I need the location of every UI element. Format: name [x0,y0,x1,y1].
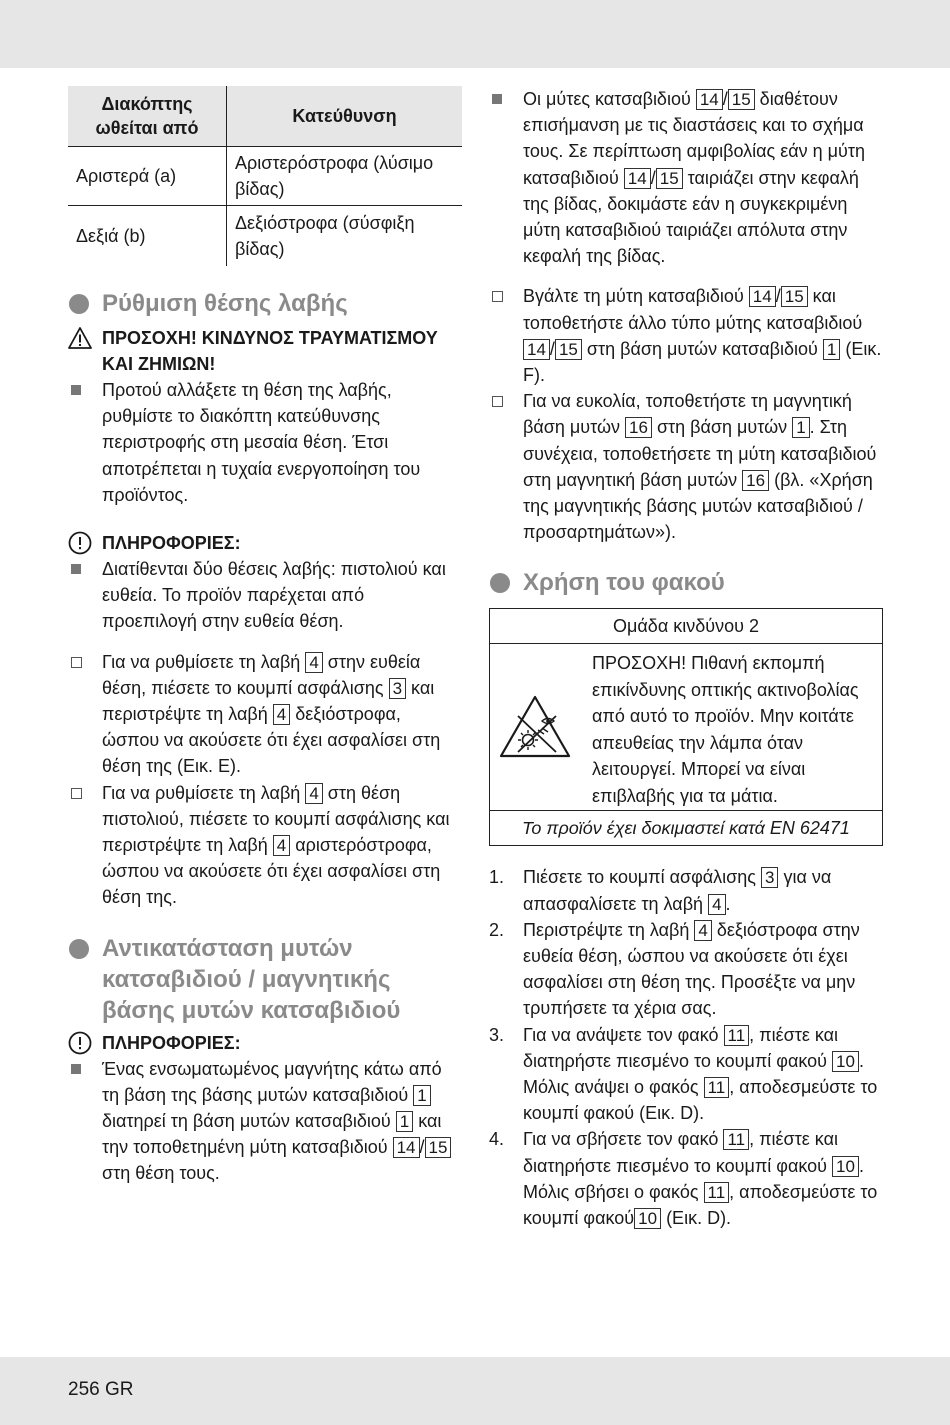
warning-heading: ΠΡΟΣΟΧΗ! ΚΙΝΔΥΝΟΣ ΤΡΑΥΜΑΤΙΣΜΟΥ ΚΑΙ ΖΗΜΙΩΝ! [68,325,463,377]
part-ref: 15 [425,1137,452,1158]
part-ref: 4 [305,652,322,673]
square-bullet [492,94,502,104]
part-ref: 10 [832,1156,859,1177]
risk-group-label: Ομάδα κινδύνου 2 [490,609,882,644]
step-item: Βγάλτε τη μύτη κατσαβιδιού 14 / 15 και τοποθετήστε άλλο τύπο μύτης κατσαβιδιού 14 / 15 στη βάση μυτών κατσαβιδιού 1 (Εικ. F). [489,283,884,388]
part-ref: 16 [742,470,769,491]
part-ref: 15 [656,168,683,189]
numbered-step: 3. Για να ανάψετε τον φακό 11 , πιέστε και διατηρήστε πιεσμένο το κουμπί φακού 10 . Μόλις ανάψει ο φακός 11 , αποδεσμεύστε το κουμπί φακού (Εικ. D). [489,1024,878,1124]
checkbox-bullet [492,396,503,407]
part-ref: 1 [792,417,809,438]
section-bullet [490,573,510,593]
part-ref: 15 [728,89,755,110]
right-column [489,86,884,1231]
part-ref: 4 [305,783,322,804]
checkbox-bullet [71,657,82,668]
part-ref: 4 [273,704,290,725]
step-item: Για να ευκολία, τοποθετήστε τη μαγνητική βάση μυτών 16 στη βάση μυτών 1 . Στη συνέχεια, τοποθετήσετε τη μύτη κατσαβιδιού στη μαγνητική βάση μυτών 16 (βλ. «Χρήση της μαγνητικής βάσης μυτών κατσαβιδιού / προσαρτημάτων»). [489,388,884,545]
part-ref: 15 [781,286,808,307]
part-ref: 4 [708,894,725,915]
part-ref: 14 [624,168,651,189]
table-row [68,147,462,206]
checkbox-bullet [71,788,82,799]
step-item: Για να ρυθμίσετε τη λαβή 4 στην ευθεία θέση, πιέσετε το κουμπί ασφάλισης 3 και περιστρέψτε τη λαβή 4 δεξιόστροφα, ώσπου να ακούσετε ότι έχει ασφαλίσει στη θέση της (Εικ. E). [68,649,463,780]
numbered-step: 2. Περιστρέψτε τη λαβή 4 δεξιόστροφα στην ευθεία θέση, ώσπου να ακούσετε ότι έχει ασφαλίσει στη θέση της. Προσέξτε να μην τρυπήσετε τα χέρια σας. [489,919,860,1019]
part-ref: 10 [634,1208,661,1229]
section-title-bits: Αντικατάσταση μυτών κατσαβιδιού / μαγνητικής βάσης μυτών κατσαβιδιού [68,933,463,1026]
section-bullet [69,294,89,314]
table-cell: Αριστερά (a) [68,147,227,206]
checkbox-bullet [492,291,503,302]
square-bullet [71,385,81,395]
step-item: Για να ρυθμίσετε τη λαβή 4 στη θέση πιστολιού, πιέσετε το κουμπί ασφάλισης και περιστρέψτε τη λαβή 4 αριστερόστροφα, ώσπου να ακούσετε ότι έχει ασφαλίσει στη θέση της. [68,780,463,911]
part-ref: 10 [832,1051,859,1072]
direction-table [68,86,462,266]
part-ref: 11 [724,1025,750,1046]
risk-group-body [490,644,882,811]
note-item: Οι μύτες κατσαβιδιού 14 / 15 διαθέτουν επισήμανση με τις διαστάσεις και το σχήμα τους. Σε περίπτωση αμφιβολίας εάν η μύτη κατσαβιδιού 14 / 15 ταιριάζει στην κεφαλή της βίδας, δοκιμάστε εάν η συγκεκριμένη μύτη κατσαβιδιού ταιριάζει απόλυτα στην κεφαλή της βίδας. [489,86,884,269]
risk-group-box [489,608,883,846]
numbered-step: 1. Πιέσετε το κουμπί ασφάλισης 3 για να απασφαλίσετε τη λαβή 4 . [489,867,832,914]
part-ref: 14 [523,339,550,360]
part-ref: 3 [389,678,406,699]
info-heading: ΠΛΗΡΟΦΟΡΙΕΣ: [68,530,463,556]
part-ref: 4 [273,835,290,856]
part-ref: 1 [396,1111,413,1132]
part-ref: 3 [761,867,778,888]
part-ref: 14 [393,1137,420,1158]
square-bullet [71,1064,81,1074]
table-cell: Αριστερόστροφα (λύσιμο βίδας) [227,147,463,206]
table-cell: Δεξιόστροφα (σύσφιξη βίδας) [235,213,415,259]
part-ref: 16 [625,417,652,438]
section-title-lamp: Χρήση του φακού [489,567,884,598]
part-ref: 11 [704,1077,730,1098]
warning-triangle-icon [68,326,92,350]
table-header-direction: Κατεύθυνση [227,86,463,147]
part-ref: 11 [704,1182,730,1203]
info-item: Διατίθενται δύο θέσεις λαβής: πιστολιού και ευθεία. Το προϊόν παρέχεται από προεπιλογή στην ευθεία θέση. [68,556,463,635]
part-ref: 1 [413,1085,430,1106]
risk-warning-text: ΠΡΟΣΟΧΗ! Πιθανή εκπομπή επικίνδυνης οπτικής ακτινοβολίας από αυτό το προϊόν. Μην κοιτάτε απευθείας την λάμπα όταν λειτουργεί. Μπορεί να είναι επιβλαβής για τα μάτια. [592,653,859,806]
table-row [68,206,462,267]
left-column [68,86,463,1187]
page-number: 256 GR [68,1379,134,1400]
part-ref: 1 [823,339,840,360]
table-header-switch: Διακόπτης ωθείται από [68,86,227,147]
numbered-step: 4. Για να σβήσετε τον φακό 11 , πιέστε και διατηρήστε πιεσμένο το κουμπί φακού 10 . Μόλις σβήσει ο φακός 11 , αποδεσμεύστε το κουμπί φακού 10 (Εικ. D). [489,1129,878,1229]
table-cell: Δεξιά (b) [68,206,227,267]
warning-item: Προτού αλλάξετε τη θέση της λαβής, ρυθμίστε το διακόπτη κατεύθυνσης περιστροφής στη μεσαία θέση. Έτσι αποτρέπεται η τυχαία ενεργοποίηση του προϊόντος. [68,377,463,508]
info-circle-icon [68,1031,92,1055]
top-band [0,0,950,68]
info-item: Ένας ενσωματωμένος μαγνήτης κάτω από τη βάση της βάσης μυτών κατσαβιδιού 1 διατηρεί τη βάση μυτών κατσαβιδιού 1 και την τοποθετημένη μύτη κατσαβιδιού 14 / 15 στη θέση τους. [68,1056,463,1187]
part-ref: 11 [723,1129,749,1150]
part-ref: 15 [555,339,582,360]
section-bullet [69,939,89,959]
info-circle-icon [68,531,92,555]
bottom-band [0,1357,950,1425]
part-ref: 4 [694,920,711,941]
section-title-handle: Ρύθμιση θέσης λαβής [68,288,463,319]
standard-note: Το προϊόν έχει δοκιμαστεί κατά EN 62471 [522,818,850,839]
square-bullet [71,564,81,574]
part-ref: 14 [749,286,776,307]
info-heading: ΠΛΗΡΟΦΟΡΙΕΣ: [68,1030,463,1056]
optical-radiation-warning-icon [498,694,572,760]
part-ref: 14 [696,89,723,110]
